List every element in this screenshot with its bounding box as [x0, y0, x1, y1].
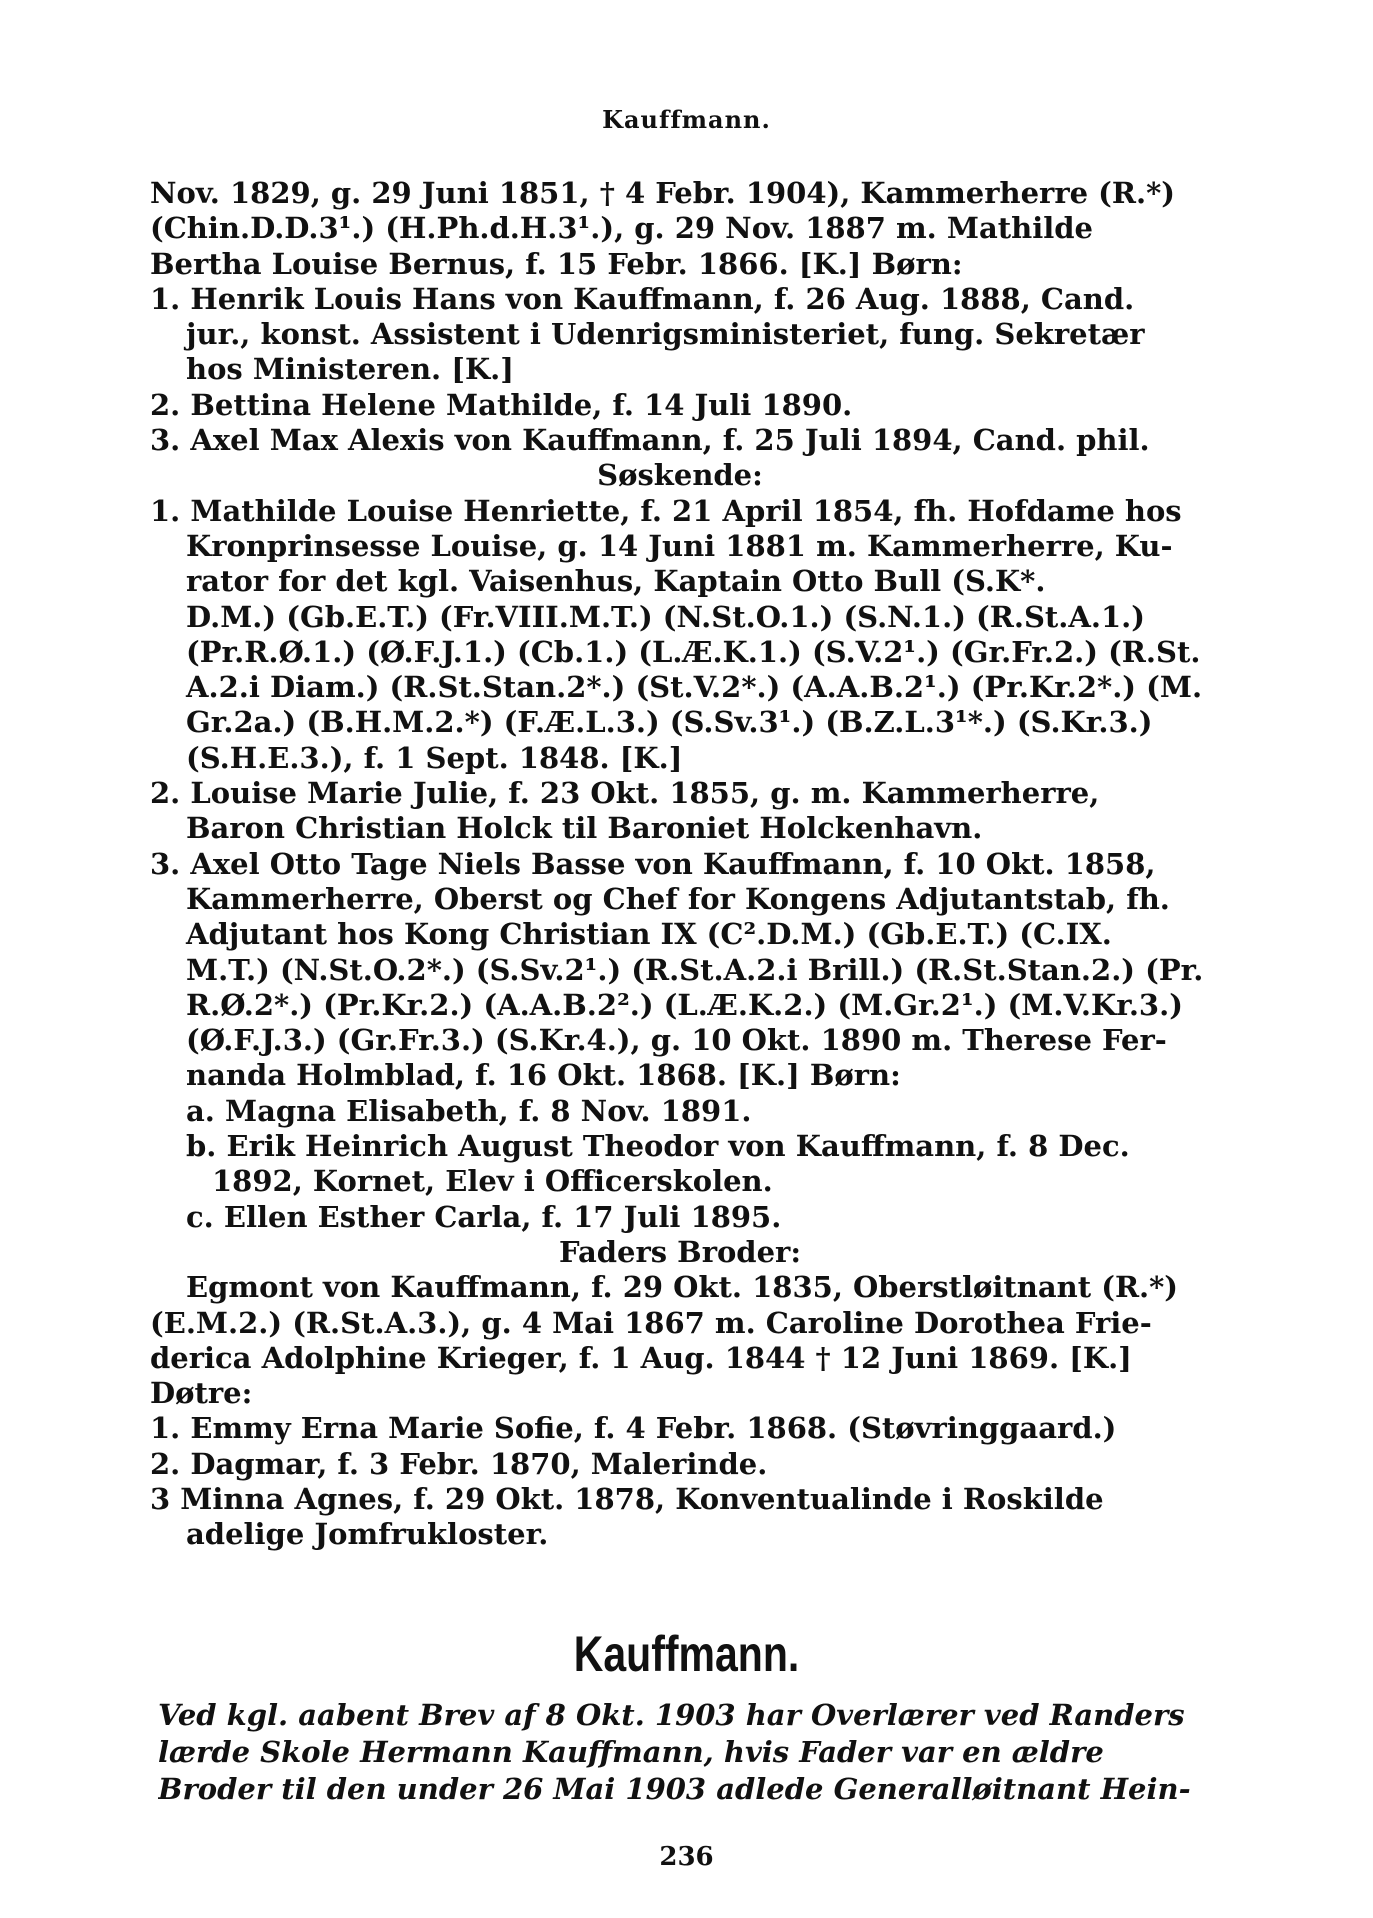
page-number: 236 [659, 1842, 714, 1872]
note-line: Ved kgl. aabent Brev af 8 Okt. 1903 har Overlærer ved Randers [158, 1698, 1185, 1732]
entry-line: 3. Axel Max Alexis von Kauffmann, f. 25 Juli 1894, Cand. phil. [150, 423, 1150, 458]
entry-line: 3 Minna Agnes, f. 29 Okt. 1878, Konventualinde i Roskilde [150, 1481, 1104, 1516]
subsection-heading: Faders Broder: [558, 1234, 802, 1269]
section-title: Kauffmann. [573, 1626, 800, 1682]
ennoblement-note [158, 1697, 1208, 1808]
entry-line: adelige Jomfrukloster. [186, 1517, 549, 1552]
entry-line: b. Erik Heinrich August Theodor von Kauffmann, f. 8 Dec. [186, 1129, 1130, 1164]
entry-line: c. Ellen Esther Carla, f. 17 Juli 1895. [186, 1199, 782, 1234]
subsection-heading: Søskende: [597, 458, 763, 493]
entry-line: 1892, Kornet, Elev i Officerskolen. [212, 1164, 773, 1199]
entry-line: 2. Dagmar, f. 3 Febr. 1870, Malerinde. [150, 1446, 768, 1481]
entry-line: M.T.) (N.St.O.2*.) (S.Sv.2¹.) (R.St.A.2.i Brill.) (R.St.Stan.2.) (Pr. [186, 952, 1204, 987]
note-line: Broder til den under 26 Mai 1903 adlede Generalløitnant Hein- [158, 1772, 1191, 1806]
entry-line: (E.M.2.) (R.St.A.3.), g. 4 Mai 1867 m. Caroline Dorothea Frie- [150, 1305, 1152, 1340]
entry-line: Bertha Louise Bernus, f. 15 Febr. 1866. [K.] Børn: [150, 246, 963, 281]
entry-line: hos Ministeren. [K.] [186, 352, 514, 387]
entry-line: (Chin.D.D.3¹.) (H.Ph.d.H.3¹.), g. 29 Nov. 1887 m. Mathilde [150, 211, 1093, 246]
entry-line: derica Adolphine Krieger, f. 1 Aug. 1844 † 12 Juni 1869. [K.] [150, 1340, 1132, 1375]
entry-line: nanda Holmblad, f. 16 Okt. 1868. [K.] Børn: [186, 1058, 901, 1093]
entry-line: rator for det kgl. Vaisenhus, Kaptain Otto Bull (S.K*. [186, 564, 1046, 599]
running-head: Kauffmann. [602, 105, 771, 134]
entry-line: a. Magna Elisabeth, f. 8 Nov. 1891. [186, 1093, 752, 1128]
entry-line: Døtre: [150, 1376, 253, 1411]
entry-line: (Pr.R.Ø.1.) (Ø.F.J.1.) (Cb.1.) (L.Æ.K.1.) (S.V.2¹.) (Gr.Fr.2.) (R.St. [186, 634, 1201, 669]
entry-line: 2. Louise Marie Julie, f. 23 Okt. 1855, g. m. Kammerherre, [150, 776, 1100, 811]
entry-line: D.M.) (Gb.E.T.) (Fr.VIII.M.T.) (N.St.O.1.) (S.N.1.) (R.St.A.1.) [186, 599, 1145, 634]
entry-line: Egmont von Kauffmann, f. 29 Okt. 1835, Oberstløitnant (R.*) [186, 1270, 1179, 1305]
entry-line: jur., konst. Assistent i Udenrigsministeriet, fung. Sekretær [186, 317, 1145, 352]
entry-line: Adjutant hos Kong Christian IX (C².D.M.) (Gb.E.T.) (C.IX. [186, 917, 1112, 952]
entry-line: R.Ø.2*.) (Pr.Kr.2.) (A.A.B.2².) (L.Æ.K.2.) (M.Gr.2¹.) (M.V.Kr.3.) [186, 987, 1183, 1022]
entry-line: (Ø.F.J.3.) (Gr.Fr.3.) (S.Kr.4.), g. 10 Okt. 1890 m. Therese Fer- [186, 1023, 1167, 1058]
entry-line: (S.H.E.3.), f. 1 Sept. 1848. [K.] [186, 740, 683, 775]
entry-line: Gr.2a.) (B.H.M.2.*) (F.Æ.L.3.) (S.Sv.3¹.) (B.Z.L.3¹*.) (S.Kr.3.) [186, 705, 1153, 740]
entry-line: 3. Axel Otto Tage Niels Basse von Kauffmann, f. 10 Okt. 1858, [150, 846, 1156, 881]
note-line: lærde Skole Hermann Kauffmann, hvis Fader var en ældre [158, 1735, 1104, 1769]
entry-line: Baron Christian Holck til Baroniet Holckenhavn. [186, 811, 983, 846]
entry-line: 2. Bettina Helene Mathilde, f. 14 Juli 1890. [150, 387, 853, 422]
genealogy-entries [150, 176, 1210, 1553]
entry-line: Nov. 1829, g. 29 Juni 1851, † 4 Febr. 1904), Kammerherre (R.*) [150, 176, 1175, 210]
entry-line: 1. Mathilde Louise Henriette, f. 21 April 1854, fh. Hofdame hos [150, 493, 1182, 528]
entry-line: Kronprinsesse Louise, g. 14 Juni 1881 m. Kammerherre, Ku- [186, 528, 1173, 563]
entry-line: 1. Emmy Erna Marie Sofie, f. 4 Febr. 1868. (Støvringgaard.) [150, 1411, 1117, 1446]
entry-line: A.2.i Diam.) (R.St.Stan.2*.) (St.V.2*.) (A.A.B.2¹.) (Pr.Kr.2*.) (M. [186, 670, 1203, 705]
entry-line: Kammerherre, Oberst og Chef for Kongens Adjutantstab, fh. [186, 881, 1170, 916]
entry-line: 1. Henrik Louis Hans von Kauffmann, f. 26 Aug. 1888, Cand. [150, 281, 1135, 316]
